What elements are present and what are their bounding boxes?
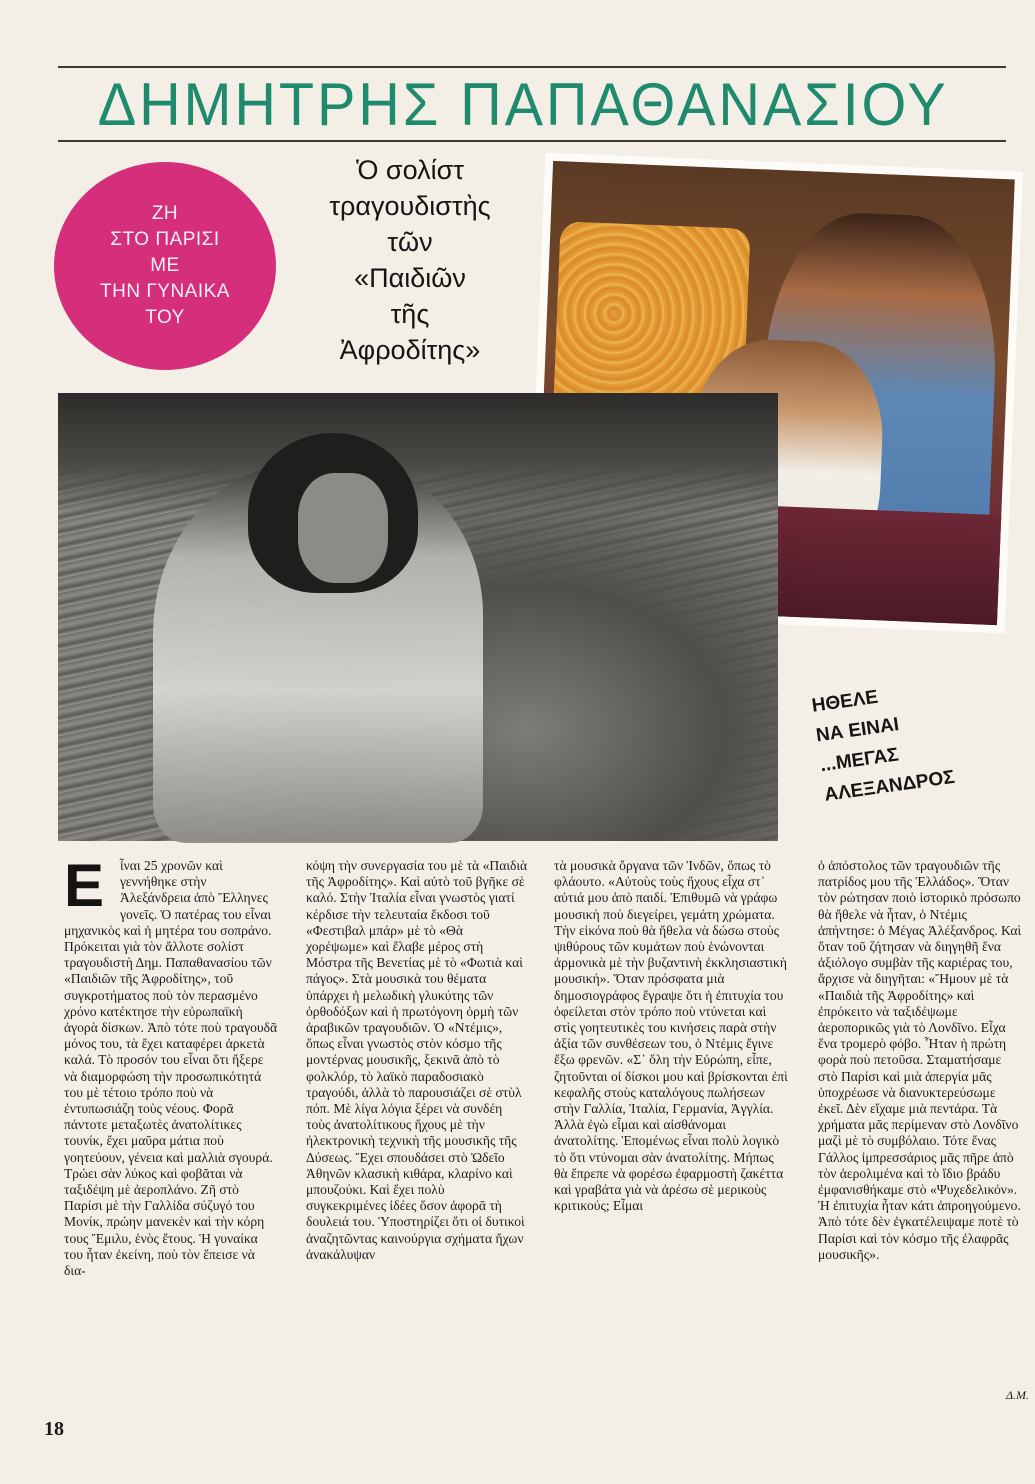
headline-bottom-rule [58, 140, 1006, 142]
article-column-3 [554, 858, 790, 1214]
bw-photo-by-water [58, 393, 778, 841]
face-shape [298, 473, 388, 583]
pull-quote-line: ...ΜΕΓΑΣ [818, 744, 900, 777]
drop-cap: Ε [64, 852, 105, 919]
article-column-2 [306, 858, 528, 1263]
author-initials: Δ.Μ. [1006, 1388, 1030, 1402]
pink-circle-callout [54, 162, 276, 370]
page-number: 18 [44, 1418, 64, 1440]
headline: ΔΗΜΗΤΡΗΣ ΠΑΠΑΘΑΝΑΣΙΟΥ [97, 71, 949, 138]
article-column-1 [64, 852, 278, 1279]
pull-quote-line: ΝΑ ΕΙΝΑΙ [814, 714, 901, 747]
article-text: κόψη τὴν συνεργασία του μὲ τὰ «Παιδιὰ τῆς Ἀφροδίτης». Καὶ αὐτὸ τοῦ βγῆκε σὲ καλό. Στὴν Ἰταλία εἶναι γνωστὸς γιατί κέρδισε τὴν τελευταία ἔκδοσι τοῦ «Φεστιβαλ μπάρ» μὲ τὸ «Θὰ χορέψωμε» καὶ ἔλαβε μέρος στὴ Μόστρα τῆς Βενετίας μὲ τὸ «Φωτιὰ καὶ πάγος». Στὰ μουσικὰ του θέματα ὑπάρχει ἡ μελωδικὴ γλυκύτης τῶν ὀρθοδόξων καὶ ἡ πρωτόγονη ὁρμὴ τῶν ἀραβικῶν τραγουδιῶν. Ὁ «Ντέμις», ὅπως εἶναι γνωστὸς στὸν κόσμο τῆς μοντέρνας μουσικῆς, ξεκινᾶ ἀπὸ τὸ φολκλόρ, τὸ λαϊκὸ παραδοσιακὸ τραγούδι, ἀλλὰ τὸ παρουσιάζει σὲ στὺλ πόπ. Μὲ λίγα λόγια ξέρει νὰ συνδέη τοὺς ἀνατολίτικους ἤχους μὲ τὴν ἠλεκτρονικὴ τεχνικὴ τῆς μουσικῆς τῆς Δύσεως. Ἔχει σπουδάσει στὸ Ὠδεῖο Ἀθηνῶν κλασικὴ κιθάρα, κλαρίνο καὶ μπουζούκι. Καὶ ἔχει πολὺ συγκεκριμένες ἰδέες ὅσον ἀφορᾶ τὴ δουλειά του. Ὑποστηρίζει ὅτι οἱ δυτικοὶ ἀναζητῶντας καινούργια σχήματα ἤχων ἀνακάλυψαν [306, 858, 528, 1262]
pull-quote [810, 663, 1035, 811]
article-text: τὰ μουσικὰ ὄργανα τῶν Ἰνδῶν, ὅπως τὸ φλάουτο. «Αὐτοὺς τοὺς ἤχους εἶχα στ᾽ αὐτιά μου ἀπὸ παιδί. Ἐπιθυμῶ νὰ γράφω μουσικὴ ποὺ διεγείρει, γεμάτη χρώματα. Τὴν εἰκόνα ποὺ θὰ ἤθελα νὰ δώσω στοὺς ψιθύρους τῶν κυμάτων ποὺ ἑνώνονται ἁρμονικὰ μὲ τὴν βυζαντινὴ ἐκκλησιαστικὴ μουσική». Ὅταν πρόσφατα μιὰ δημοσιογράφος ἔγραψε ὅτι ἡ ἐπιτυχία του ὀφείλεται στὸν τρόπο ποὺ ντύνεται καὶ στὶς γοητευτικὲς του κινήσεις παρὰ στὴν ἀξία τῶν συνθέσεων του, ὁ Ντέμις ἔγινε ἔξω φρενῶν. «Σ᾽ ὅλη τὴν Εὐρώπη, εἶπε, ζητοῦνται οἱ δίσκοι μου καὶ βρίσκονται ἐπὶ κεφαλῆς στοὺς καταλόγους πωλήσεων στὴν Γαλλία, Ἰταλία, Γερμανία, Ἀγγλία. Ἀλλὰ ἐγὼ εἶμαι καὶ αἰσθάνομαι ἀνατολίτης. Ἑπομένως εἶναι πολὺ λογικὸ τὸ ὅτι ντύνομαι σὰν ἀνατολίτης. Μήπως θὰ ἔπρεπε νὰ φορέσω ἐφαρμοστὴ ζακέττα καὶ γραβάτα γιὰ νὰ ἀρέσω σὲ μερικοὺς κριτικούς; Εἶμαι [554, 858, 788, 1214]
pull-quote-line: ΑΛΕΞΑΝΔΡΟΣ [823, 766, 956, 806]
headline-top-rule [58, 66, 1006, 68]
article-column-4 [818, 858, 1024, 1418]
circle-callout-text: ΖΗ ΣΤΟ ΠΑΡΙΣΙ ΜΕ ΤΗΝ ΓΥΝΑΙΚΑ ΤΟΥ [100, 203, 230, 328]
article-text: ἶναι 25 χρονῶν καὶ γεννήθηκε στὴν Ἀλεξάνδρεια ἀπὸ Ἕλληνες γονεῖς. Ὁ πατέρας του εἶναι μηχανικὸς καὶ ἡ μητέρα του σοπράνο. Πρόκειται γιὰ τὸν ἄλλοτε σολίστ τραγουδιστὴ Δημ. Παπαθανασίου τῶν «Παιδιῶν τῆς Ἀφροδίτης», τοῦ συγκροτήματος ποὺ τὸν περασμένο χρόνο κατέκτησε τὴν εὐρωπαϊκὴ ἀγορὰ δίσκων. Ἀπὸ τότε ποὺ τραγουδᾶ μόνος του, τὰ ἔχει καταφέρει ἀρκετὰ καλά. Τὸ προσόν του εἶναι ὅτι ἤξερε νὰ διαμορφώση τὴν προσωπικότητά του μὲ τέτοιο τρόπο ποὺ νὰ ἐντυπωσιάζη τοὺς νέους. Φορᾶ πάντοτε μεταξωτὲς ἀνατολίτικες τουνίκ, ἔχει μαῦρα μάτια ποὺ γοητεύουν, γένεια καὶ μαλλιὰ σγουρά. Τρώει σὰν λύκος καὶ φοβᾶται νὰ ταξιδέψη μὲ ἀεροπλάνο. Ζῆ στὸ Παρίσι μὲ τὴν Γαλλίδα σύζυγό του Μονίκ, πρώην μανεκὲν καὶ τὴν κόρη τους Ἔμιλυ, ἑνὸς ἔτους. Ἡ γυναίκα του ἦταν ἐκείνη, ποὺ τὸν ἔπεισε νὰ δια- [64, 858, 278, 1279]
pull-quote-line: ΗΘΕΛΕ [810, 686, 880, 717]
subtitle: Ὁ σολίστ τραγουδιστὴς τῶν «Παιδιῶν τῆς Ἀφροδίτης» [329, 155, 491, 365]
article-text: ὁ ἀπόστολος τῶν τραγουδιῶν τῆς πατρίδος μου τῆς Ἑλλάδος». Ὅταν τὸν ρώτησαν ποιὸ ἱστορικὸ πρόσωπο θὰ ἤθελε νὰ ἦταν, ὁ Ντέμις ἀπήντησε: ὁ Μέγας Ἀλέξανδρος. Καὶ ὅταν τοῦ ζήτησαν νὰ διηγηθῆ ἕνα ἀξιόλογο συμβὰν τῆς καριέρας του, ἄρχισε νὰ διηγῆται: «Ἤμουν μὲ τὰ «Παιδιὰ τῆς Ἀφροδίτης» καὶ ἐπρόκειτο νὰ ταξιδέψωμε ἀεροπορικῶς γιὰ τὸ Λονδῖνο. Εἶχα ἕνα τρομερὸ φόβο. Ἦταν ἡ πρώτη φορὰ ποὺ πετοῦσα. Σταματήσαμε στὸ Παρίσι καὶ μιὰ ἀπεργία μᾶς ὑποχρέωσε νὰ διανυκτερεύσωμε ἐκεῖ. Δὲν εἴχαμε μιὰ πεντάρα. Τὰ χρήματα μᾶς περίμεναν στὸ Λονδῖνο μαζὶ μὲ τὸ συμβόλαιο. Τότε ἕνας Γάλλος ἰμπρεσσάριος μᾶς πῆρε ἀπὸ τὸν ἀερολιμένα καὶ τὸ ἴδιο βράδυ ἐμφανισθήκαμε στὸ «Ψυχεδελικόν». Ἡ ἐπιτυχία ἦταν κάτι ἀπροηγούμενο. Ἀπὸ τότε δὲν ἐγκατέλειψαμε ποτὲ τὸ Παρίσι καὶ τὸν κόσμο τῆς ἐλαφρᾶς μουσικῆς». [818, 858, 1022, 1262]
